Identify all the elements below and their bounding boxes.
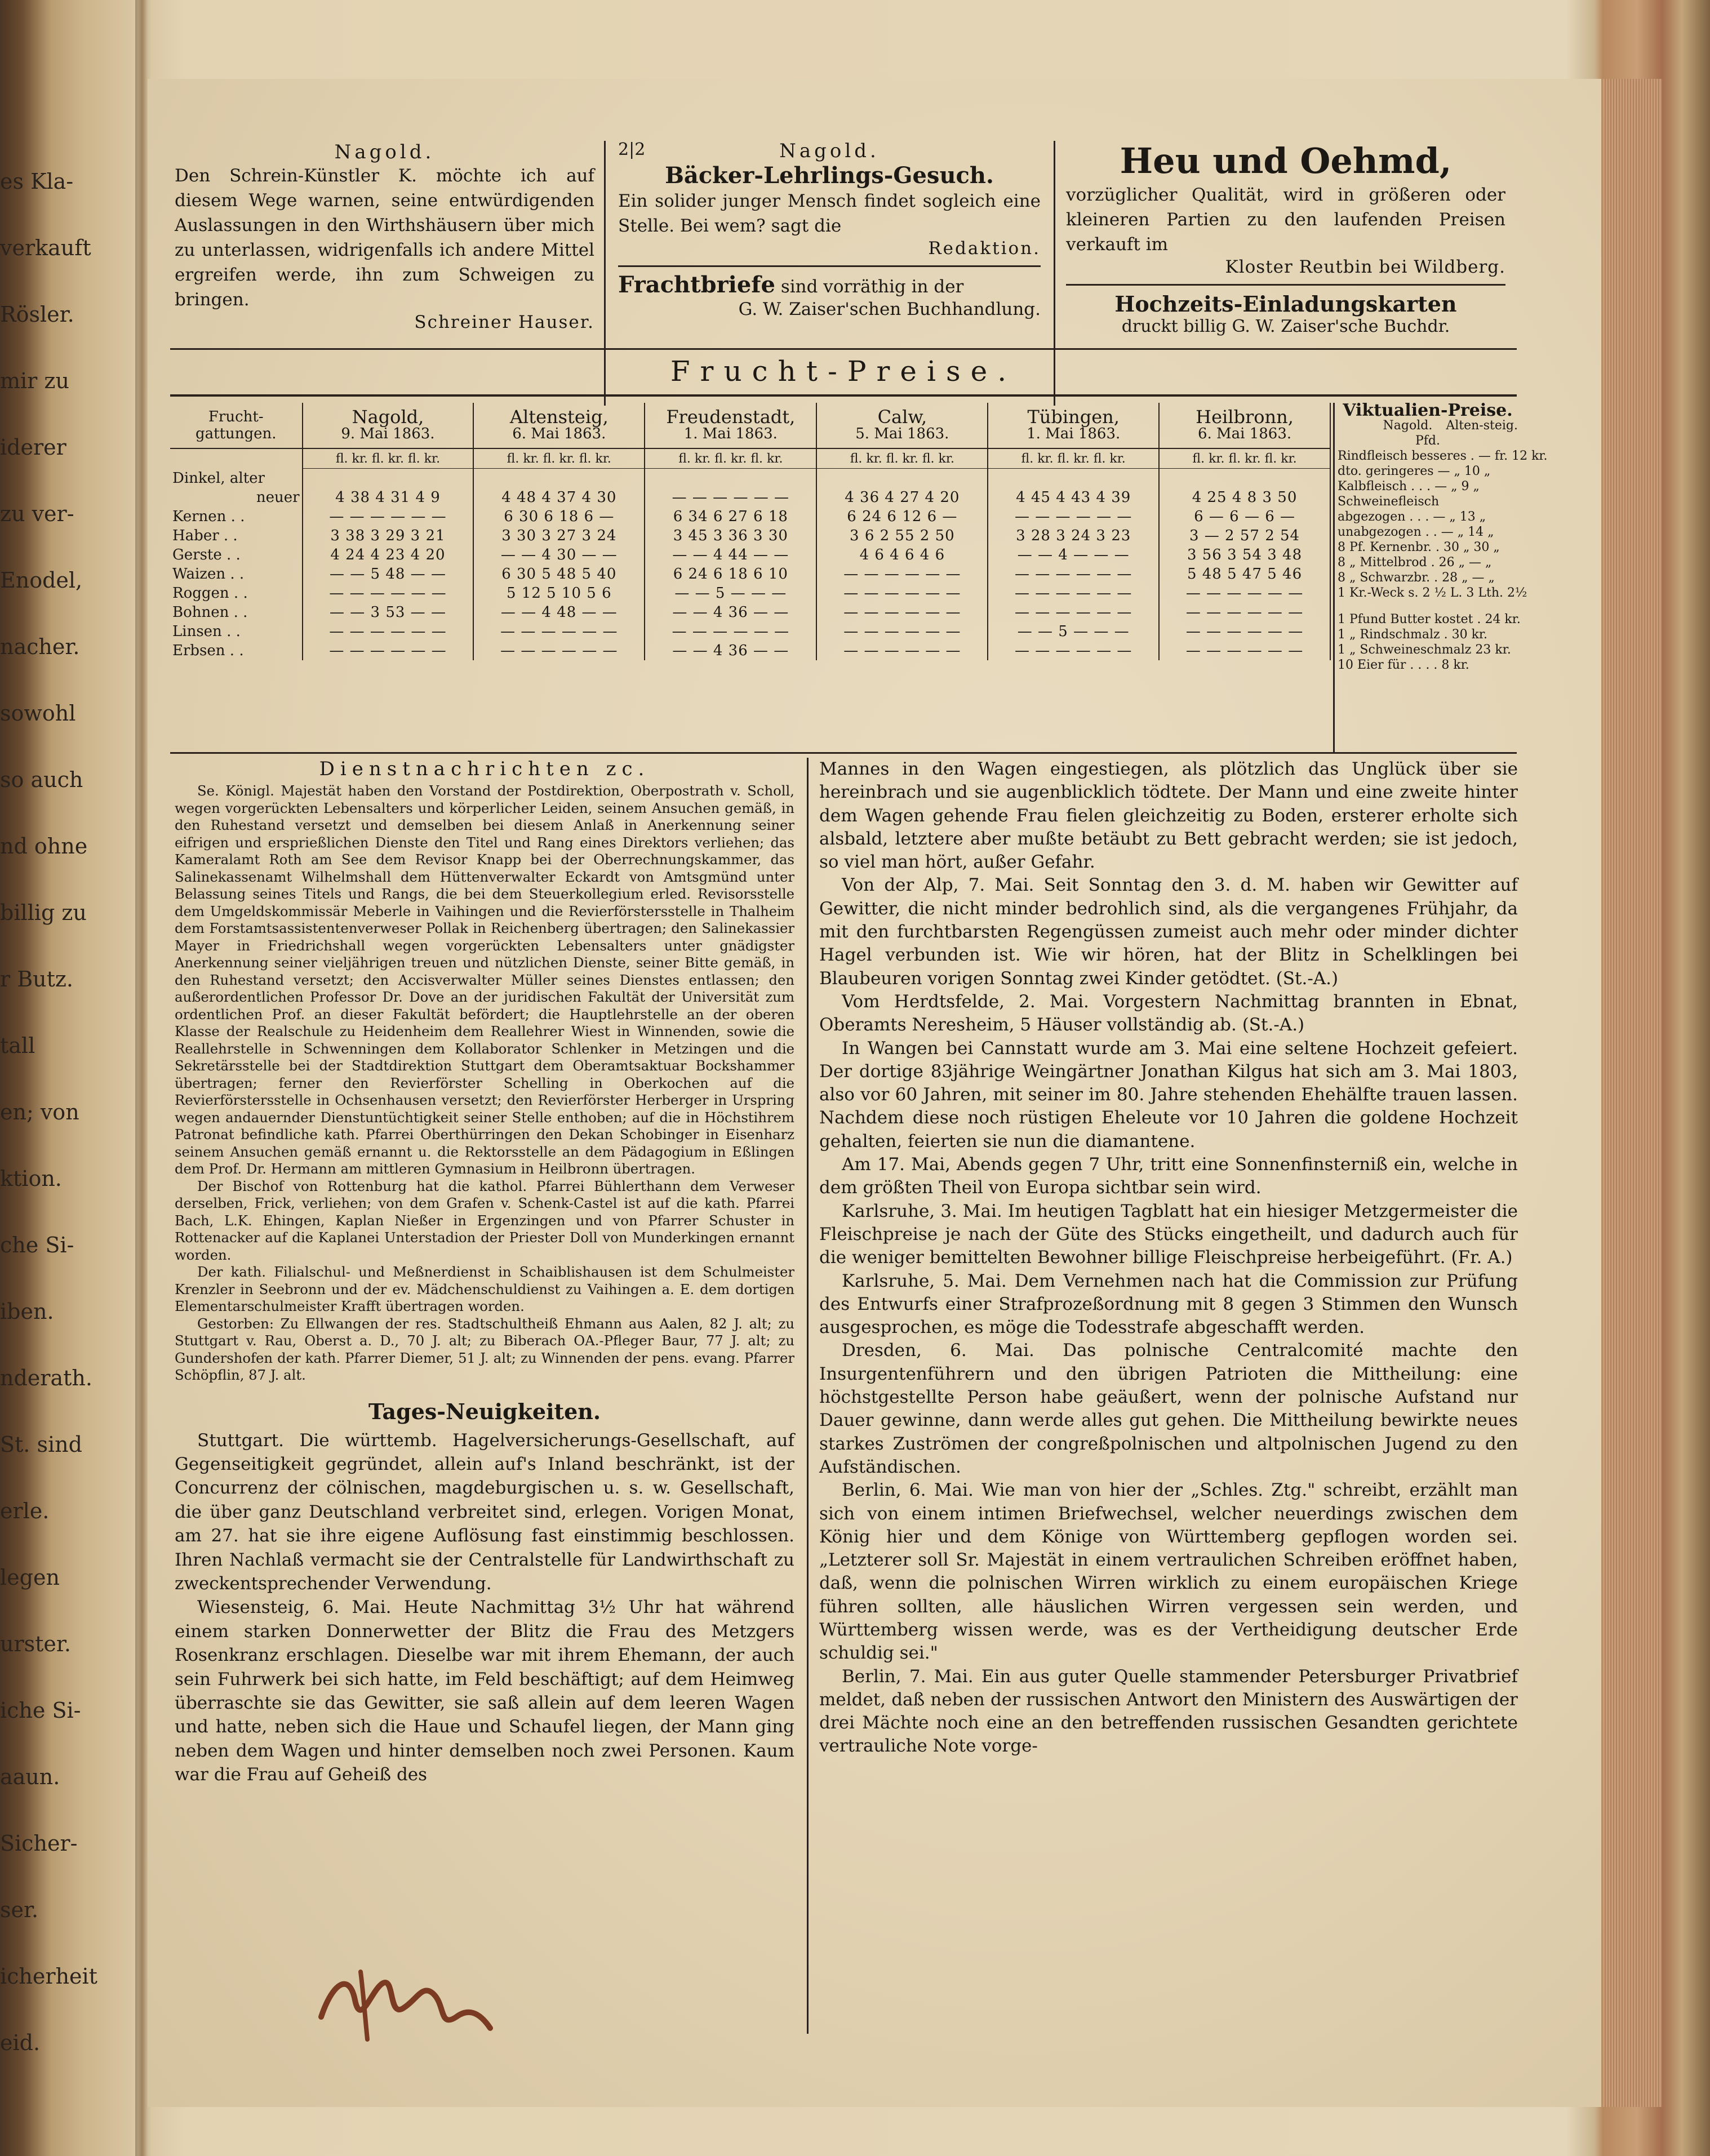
dienst-title: Dienstnachrichten zc. bbox=[319, 758, 650, 780]
left-page-fragment: es Kla- bbox=[0, 169, 74, 194]
price-cell: — — — — — — bbox=[843, 642, 961, 659]
price-cell: — — — — — — bbox=[1015, 604, 1132, 621]
market-header bbox=[988, 403, 1159, 448]
price-cell: — — 4 44 — — bbox=[672, 546, 789, 563]
left-page-fragment: iderer bbox=[0, 435, 66, 460]
price-cell: — — — — — — bbox=[1015, 508, 1132, 525]
price-cell: 4 25 4 8 3 50 bbox=[1192, 489, 1298, 506]
left-page-fragment: urster. bbox=[0, 1632, 71, 1656]
market-header bbox=[645, 403, 816, 448]
price-cell: 3 28 3 24 3 23 bbox=[1016, 527, 1131, 544]
market-name: Tübingen, bbox=[1027, 406, 1120, 428]
viktualien-head-altensteig: Alten-steig. bbox=[1446, 419, 1518, 433]
price-cell: — — — — — — bbox=[329, 642, 447, 659]
left-page-fragment: Sicher- bbox=[0, 1831, 78, 1856]
viktualien-row: Kalbfleisch . . . — „ 9 „ bbox=[1338, 479, 1480, 494]
price-cell: 3 45 3 36 3 30 bbox=[673, 527, 788, 544]
ad-baecker-title: Bäcker-Lehrlings-Gesuch. bbox=[665, 162, 994, 189]
dienst-paragraph: Der Bischof von Rottenburg hat die kathol. Pfarrei Bühlerthann dem Verweser derselben, Frick, verliehen; von dem Grafen v. Schenk-Castel ist auf die kath. Pfarrei Bach, L.K. Ehingen, Kaplan Nießer in Ergenzingen und von Pfarrer Schuster in Rottenacker auf die Kaplanei Unterstadion der Priester Doll von Munderkingen ernannt worden. bbox=[175, 1177, 794, 1263]
price-cell: 6 — 6 — 6 — bbox=[1194, 508, 1296, 525]
viktualien-unit: Pfd. bbox=[1415, 434, 1441, 448]
news-paragraph: Karlsruhe, 5. Mai. Dem Vernehmen nach hat die Commission zur Prüfung des Entwurfs einer Strafprozeßordnung mit 8 gegen 3 Stimmen den Wunsch ausgesprochen, es möge die Todesstrafe abgeschafft werden. bbox=[819, 1270, 1518, 1338]
market-date: 1. Mai 1863. bbox=[683, 425, 778, 442]
frucht-preise-table bbox=[170, 403, 1331, 660]
price-cell: 3 6 2 55 2 50 bbox=[850, 527, 955, 544]
viktualien-row: 1 Pfund Butter kostet . 24 kr. bbox=[1338, 612, 1521, 626]
ad-schreiner bbox=[175, 141, 594, 332]
price-cell: — — — — — — bbox=[843, 585, 961, 602]
price-cell: 6 24 6 12 6 — bbox=[847, 508, 958, 525]
price-row bbox=[170, 603, 1330, 622]
price-row bbox=[170, 622, 1330, 641]
market-name: Altensteig, bbox=[509, 406, 609, 428]
price-cell: 3 38 3 29 3 21 bbox=[330, 527, 446, 544]
ad-schreiner-place: Nagold. bbox=[334, 141, 435, 163]
left-page-fragment: legen bbox=[0, 1565, 60, 1590]
ad-heu-signature: Kloster Reutbin bei Wildberg. bbox=[1225, 257, 1505, 277]
price-cell: 4 45 4 43 4 39 bbox=[1016, 489, 1131, 506]
left-page-fragment: St. sind bbox=[0, 1432, 82, 1457]
price-cell: — — — — — — bbox=[329, 623, 447, 640]
price-cell: 3 30 3 27 3 24 bbox=[501, 527, 617, 544]
ad-heu-text: vorzüglicher Qualität, wird in größeren oder kleineren Partien zu den laufenden Preisen verkauft im bbox=[1066, 185, 1505, 255]
price-cell: — — — — — — bbox=[843, 566, 961, 583]
viktualien-row: 1 „ Schweineschmalz 23 kr. bbox=[1338, 643, 1511, 657]
grain-name: Gerste . . bbox=[172, 546, 241, 563]
price-cell: — — 4 30 — — bbox=[500, 546, 618, 563]
news-paragraph: Mannes in den Wagen eingestiegen, als plötzlich das Unglück über sie hereinbrach und sie augenblicklich tödtete. Der Mann und eine zweite hinter dem Wagen gehende Frau fielen gleichzeitig zu Boden, ersterer erholte sich alsbald, letztere aber mußte betäubt zu Bett gebracht werden; sie ist jedoch, so viel man hört, außer Gefahr. bbox=[819, 759, 1518, 873]
ad-heu bbox=[1066, 140, 1505, 336]
market-date: 6. Mai 1863. bbox=[512, 425, 606, 442]
viktualien-row: 8 „ Schwarzbr. . 28 „ — „ bbox=[1338, 571, 1495, 585]
ad-baecker-place: Nagold. bbox=[779, 140, 880, 162]
left-page bbox=[0, 0, 141, 2156]
grain-name: Bohnen . . bbox=[172, 604, 248, 621]
right-column bbox=[819, 758, 1518, 1758]
price-cell: 6 24 6 18 6 10 bbox=[673, 566, 788, 583]
viktualien-row: 1 „ Rindschmalz . 30 kr. bbox=[1338, 628, 1488, 642]
frucht-header-label: Frucht-gattungen. bbox=[170, 403, 303, 448]
news-paragraph: Von der Alp, 7. Mai. Seit Sonntag den 3. d. M. haben wir Gewitter auf Gewitter, die nicht minder bedrohlich sind, als die vergangenes Frühjahr, da mit den furchtbarsten Regengüssen zumeist auch mehr oder minder dichter Hagel verbunden ist. Wie wir hören, hat der Blitz in Schelklingen bei Blaubeuren vorigen Sonntag zwei Kinder getödtet. (St.-A.) bbox=[819, 875, 1518, 989]
ad-baecker-marker: 2|2 bbox=[618, 140, 646, 159]
price-cell: 6 30 5 48 5 40 bbox=[501, 566, 617, 583]
ad-divider bbox=[1066, 284, 1505, 286]
ad-baecker bbox=[618, 140, 1041, 319]
price-cell: 4 48 4 37 4 30 bbox=[501, 489, 617, 506]
price-units: fl. kr. fl. kr. fl. kr. bbox=[1192, 451, 1297, 466]
price-cell: — — 4 48 — — bbox=[500, 604, 618, 621]
left-page-fragment: en; von bbox=[0, 1100, 79, 1124]
left-page-fragment: ktion. bbox=[0, 1166, 62, 1191]
price-cell: — — — — — — bbox=[1185, 642, 1304, 659]
left-page-fragment: zu ver- bbox=[0, 501, 74, 526]
price-cell: 4 24 4 23 4 20 bbox=[330, 546, 446, 563]
left-page-fragment: ser. bbox=[0, 1897, 39, 1922]
news-paragraph: Am 17. Mai, Abends gegen 7 Uhr, tritt eine Sonnenfinsterniß ein, welche in dem größten Theil von Europa sichtbar sein wird. bbox=[819, 1154, 1518, 1198]
price-cell: — — — — — — bbox=[1185, 604, 1304, 621]
viktualien-row: Schweinefleisch bbox=[1338, 495, 1440, 509]
market-date: 9. Mai 1863. bbox=[341, 425, 435, 442]
handwritten-mark bbox=[299, 1949, 501, 2051]
ad-hochzeit-title: Hochzeits-Einladungskarten bbox=[1114, 291, 1457, 317]
grain-name: Kernen . . bbox=[172, 508, 245, 525]
price-cell: — — 4 — — — bbox=[1017, 546, 1130, 563]
price-cell: — — — — — — bbox=[1015, 642, 1132, 659]
viktualien-row: 1 Kr.-Weck s. 2 ½ L. 3 Lth. 2½ bbox=[1338, 586, 1527, 600]
market-date: 1. Mai 1863. bbox=[1027, 425, 1121, 442]
ad-schreiner-text: Den Schrein-Künstler K. möchte ich auf diesem Wege warnen, seine entwürdigenden Auslassungen in den Wirthshäusern über mich zu unterlassen, widrigenfalls ich andere Mittel ergreifen werde, ihn zum Schweigen zu bringen. bbox=[175, 166, 594, 310]
grain-name: Roggen . . bbox=[172, 585, 248, 602]
left-page-fragment: sowohl bbox=[0, 701, 76, 726]
price-cell: 6 34 6 27 6 18 bbox=[673, 508, 788, 525]
left-page-fragment: tall bbox=[0, 1033, 35, 1058]
price-units: fl. kr. fl. kr. fl. kr. bbox=[850, 451, 954, 466]
price-cell: 3 56 3 54 3 48 bbox=[1187, 546, 1303, 563]
market-header bbox=[303, 403, 474, 448]
price-units: fl. kr. fl. kr. fl. kr. bbox=[678, 451, 783, 466]
price-cell: 4 38 4 31 4 9 bbox=[335, 489, 441, 506]
ad-divider bbox=[618, 265, 1041, 267]
ad-heu-title: Heu und Oehmd, bbox=[1120, 140, 1452, 181]
newspaper-page bbox=[148, 79, 1601, 2107]
price-cell: — — — — — — bbox=[843, 604, 961, 621]
price-row bbox=[170, 545, 1330, 564]
market-date: 6. Mai 1863. bbox=[1197, 425, 1292, 442]
ad-baecker-signature: Redaktion. bbox=[928, 238, 1041, 259]
left-page-fragment: nacher. bbox=[0, 634, 80, 659]
ad-frachtbriefe-title: Frachtbriefe bbox=[618, 272, 775, 298]
left-page-fragment: icherheit bbox=[0, 1964, 97, 1989]
tages-paragraph: Wiesensteig, 6. Mai. Heute Nachmittag 3½ Uhr hat während einem starken Donnerwetter der Blitz die Frau des Metzgers Rosenkranz erschlagen. Dieselbe war mit ihrem Ehemann, der auch sein Fuhrwerk bei sich hatte, im Feld beschäftigt; auf dem Heimweg überraschte sie das Gewitter, sie saß allein auf dem leeren Wagen und hatte, neben sich die Haue und Schaufel liegen, der Mann ging neben dem Wagen und hinter demselben noch zwei Personen. Kaum war die Frau auf Geheiß des bbox=[175, 1597, 794, 1785]
viktualien-row bbox=[1338, 601, 1518, 612]
market-header bbox=[473, 403, 645, 448]
grain-name: Waizen . . bbox=[172, 566, 245, 583]
market-name: Nagold, bbox=[352, 406, 424, 428]
left-page-fragment: so auch bbox=[0, 767, 83, 792]
price-cell: — — — — — — bbox=[500, 642, 618, 659]
market-name: Freudenstadt, bbox=[666, 406, 796, 428]
left-page-fragment: nd ohne bbox=[0, 834, 88, 859]
left-page-fragment: iben. bbox=[0, 1299, 54, 1324]
grain-name: Dinkel, alter bbox=[172, 469, 265, 487]
left-page-fragment: aaun. bbox=[0, 1764, 60, 1789]
grain-name: Linsen . . bbox=[172, 623, 241, 640]
price-cell: — — 5 48 — — bbox=[330, 566, 446, 583]
price-row bbox=[170, 564, 1330, 584]
column-rule bbox=[807, 758, 809, 2034]
grain-name: Haber . . bbox=[172, 527, 238, 544]
price-cell: — — — — — — bbox=[1015, 566, 1132, 583]
price-units: fl. kr. fl. kr. fl. kr. bbox=[335, 451, 441, 466]
price-row bbox=[170, 526, 1330, 545]
ad-hochzeit-text: druckt billig G. W. Zaiser'sche Buchdr. bbox=[1121, 317, 1450, 336]
news-paragraph: Berlin, 6. Mai. Wie man von hier der „Schles. Ztg." schreibt, erzählt man sich von einem intimen Briefwechsel, welcher neuerdings zwischen dem König hier und dem Könige von Württemberg gepflogen worden sei. „Letzterer soll Sr. Majestät in einem vertraulichen Schreiben eröffnet haben, daß, wenn die polnischen Wirren wirklich zu einem europäischen Kriege führen sollten, alle häuslichen Wirren vergessen sein werden, und Württemberg wissen werde, was es der Vertheidigung deutscher Erde schuldig sei." bbox=[819, 1480, 1518, 1664]
price-units: fl. kr. fl. kr. fl. kr. bbox=[507, 451, 611, 466]
price-cell: — — 4 36 — — bbox=[672, 604, 789, 621]
news-paragraph: Vom Herdtsfelde, 2. Mai. Vorgestern Nachmittag brannten in Ebnat, Oberamts Neresheim, 5 Häuser vollständig ab. (St.-A.) bbox=[819, 991, 1518, 1035]
price-row bbox=[170, 488, 1330, 507]
price-cell: — — — — — — bbox=[1185, 585, 1304, 602]
ad-frachtbriefe-text: sind vorräthig in der bbox=[780, 277, 964, 297]
price-row bbox=[170, 507, 1330, 526]
price-row bbox=[170, 584, 1330, 603]
price-cell: — — — — — — bbox=[329, 508, 447, 525]
price-cell: — — — — — — bbox=[329, 585, 447, 602]
left-page-fragment: mir zu bbox=[0, 368, 69, 393]
left-page-fragment: eid. bbox=[0, 2030, 41, 2055]
price-cell: — — 5 — — — bbox=[1017, 623, 1130, 640]
grain-name: neuer bbox=[256, 489, 300, 506]
market-name: Calw, bbox=[877, 406, 927, 428]
price-cell: 3 — 2 57 2 54 bbox=[1189, 527, 1300, 544]
price-cell: — — — — — — bbox=[672, 623, 789, 640]
left-page-fragment: nderath. bbox=[0, 1366, 92, 1390]
price-cell: 5 12 5 10 5 6 bbox=[506, 585, 612, 602]
column-rule bbox=[1333, 403, 1335, 752]
viktualien-row: 8 Pf. Kernenbr. . 30 „ 30 „ bbox=[1338, 540, 1500, 554]
market-header bbox=[1159, 403, 1330, 448]
price-cell: — — 3 53 — — bbox=[330, 604, 446, 621]
price-row bbox=[170, 641, 1330, 660]
price-cell: — — — — — — bbox=[672, 489, 789, 506]
viktualien-row: dto. geringeres — „ 10 „ bbox=[1338, 464, 1491, 478]
news-paragraph: Berlin, 7. Mai. Ein aus guter Quelle stammender Petersburger Privatbrief meldet, daß neben der russischen Antwort den Ministern des Auswärtigen der drei Mächte noch eine an den betreffenden russischen Gesandten gerichtete vertrauliche Note vorge- bbox=[819, 1666, 1518, 1757]
grain-name: Erbsen . . bbox=[172, 642, 244, 659]
left-page-fragment: iche Si- bbox=[0, 1698, 81, 1723]
price-cell: 4 6 4 6 4 6 bbox=[859, 546, 945, 563]
news-paragraph: In Wangen bei Cannstatt wurde am 3. Mai eine seltene Hochzeit gefeiert. Der dortige 83jährige Weingärtner Jonathan Kilgus hat sich am 3. Mai 1803, also vor 60 Jahren, mit seiner im 80. Jahre stehenden Ehehälfte trauen lassen. Nachdem diese noch rüstigen Eheleute vor 10 Jahren die goldene Hochzeit gehalten, feierten sie nun die diamantene. bbox=[819, 1038, 1518, 1152]
dienst-paragraph: Se. Königl. Majestät haben den Vorstand der Postdirektion, Oberpostrath v. Scholl, wegen vorgerückten Lebensalters und körperlicher Leiden, seinem Ansuchen gemäß, in den Ruhestand versetzt und demselben bei diesem Anlaß in Anerkennung seiner eifrigen und ersprießlichen Dienste den Titel und Rang eines Direktors verliehen; das Kameralamt Roth am See dem Revisor Knapp bei der Oberrechnungskammer, das Salinekassenamt Wilhelmshall dem Hüttenverwalter Eckardt von Amtsgmünd unter Belassung seines Titels und Rangs, die bei dem Steuerkollegium erled. Revisorsstelle dem Umgeldskommissär Meberle in Vaihingen und die Revierförstersstelle in Thalheim dem Forstamtsassistentenverweser Pollak in Reichenberg übertragen; den Salinekassier Mayer in Friedrichshall wegen vorgerückten Lebensalters unter gnädigster Anerkennung seiner vieljährigen treuen und nützlichen Dienste, seiner Bitte gemäß, in den Ruhestand versetzt; den Accisverwalter Müller seines Dienstes entlassen; den außerordentlichen Professor Dr. Dove an der juridischen Fakultät der Universität zum ordentlichen Prof. an dieser Fakultät befördert; die Hauptlehrstelle an der oberen Klasse der Realschule zu Heidenheim dem Reallehrer Wiest in Winnenden, sowie die Reallehrstelle in Schwenningen dem Kollaborator Schlenker in Metzingen und die Sekretärsstelle bei der Stadtdirektion Stuttgart dem Oberamtsaktuar Bockshammer übertragen; ferner den Revierförster Schelling in Oberkochen auf die Revierförstersstelle in Ochsenhausen versetzt; den Revierförster Herberger in Urspring wegen andauernder Dienstuntüchtigkeit seiner Stelle enthoben; auf die in Höchstihrem Patronat befindliche kath. Pfarrei Oberthürringen den Dekan Schobinger in Eisenharz seinem Ansuchen gemäß ernannt u. die Rektorsstelle an dem Pädagogium in Eßlingen dem Prof. Dr. Hermann am mittleren Gymnasium in Heilbronn übertragen. bbox=[175, 783, 794, 1177]
frucht-preise-title: Frucht-Preise. bbox=[670, 355, 1017, 388]
left-page-fragment: r Butz. bbox=[0, 967, 74, 992]
section-rule bbox=[170, 348, 1517, 350]
left-page-fragment: che Si- bbox=[0, 1233, 74, 1257]
viktualien-row: 10 Eier für . . . . 8 kr. bbox=[1338, 658, 1469, 672]
price-cell: 4 36 4 27 4 20 bbox=[845, 489, 960, 506]
price-cell: — — 4 36 — — bbox=[672, 642, 789, 659]
ad-schreiner-signature: Schreiner Hauser. bbox=[414, 312, 594, 332]
price-units: fl. kr. fl. kr. fl. kr. bbox=[1021, 451, 1126, 466]
viktualien-row: Rindfleisch besseres . — fr. 12 kr. bbox=[1338, 449, 1548, 463]
dienst-paragraph: Gestorben: Zu Ellwangen der res. Stadtschultheiß Ehmann aus Aalen, 82 J. alt; zu Stuttgart v. Rau, Oberst a. D., 70 J. alt; zu Biberach OA.-Pfleger Baur, 77 J. alt; zu Gundershofen der kath. Pfarrer Diemer, 51 J. alt; zu Winnenden der pens. evang. Pfarrer Schöpflin, 87 J. alt. bbox=[175, 1315, 794, 1383]
viktualien-title: Viktualien-Preise. bbox=[1343, 401, 1513, 420]
price-row bbox=[170, 469, 1330, 488]
price-cell: — — — — — — bbox=[843, 623, 961, 640]
left-column bbox=[175, 758, 794, 1787]
price-cell: — — — — — — bbox=[500, 623, 618, 640]
page-edges bbox=[1603, 79, 1662, 2107]
tages-title: Tages-Neuigkeiten. bbox=[368, 1398, 601, 1424]
section-rule bbox=[170, 394, 1517, 397]
dienst-paragraph: Der kath. Filialschul- und Meßnerdienst in Schaiblishausen ist dem Schulmeister Krenzler in Seebronn und der ev. Mädchenschuldienst zu Vaihingen a. E. dem dortigen Elementarschulmeister Krafft übertragen worden. bbox=[175, 1264, 794, 1314]
left-page-fragment: verkauft bbox=[0, 235, 91, 260]
price-cell: — — — — — — bbox=[1015, 585, 1132, 602]
tages-paragraph: Stuttgart. Die württemb. Hagelversicherungs-Gesellschaft, auf Gegenseitigkeit gegründet, allein auf's Inland beschränkt, ist der Concurrenz der cölnischen, magdeburgischen u. s. w. Gesellschaft, die über ganz Deutschland verbreitet sind, erlegen. Vorigen Monat, am 27. hat sie ihre eigene Auflösung fast einstimmig beschlossen. Ihren Nachlaß vermacht sie der Centralstelle für Landwirthschaft zu zweckentsprechender Verwendung. bbox=[175, 1430, 794, 1594]
news-paragraph: Dresden, 6. Mai. Das polnische Centralcomité machte den Insurgentenführern und den übrigen Patrioten die Mittheilung: eine höchstgestellte Person habe geäußert, wenn der polnische Aufstand nur Dauer gewinne, dann werde alles gut gehen. Die Mittheilung bewirkte neues starkes Zuströmen der congreßpolnischen und altpolnischen Jugend zu den Aufständischen. bbox=[819, 1340, 1518, 1477]
market-date: 5. Mai 1863. bbox=[855, 425, 949, 442]
left-page-fragment: billig zu bbox=[0, 900, 87, 925]
price-cell: — — — — — — bbox=[1185, 623, 1304, 640]
viktualien-row: 8 „ Mittelbrod . 26 „ — „ bbox=[1338, 555, 1492, 570]
price-cell: — — 5 — — — bbox=[674, 585, 787, 602]
viktualien-head-nagold: Nagold. bbox=[1383, 419, 1433, 433]
viktualien-row: unabgezogen . . — „ 14 „ bbox=[1338, 525, 1494, 539]
news-paragraph: Karlsruhe, 3. Mai. Im heutigen Tagblatt hat ein hiesiger Metzgermeister die Fleischpreise je nach der Güte des Stücks eingetheilt, und dadurch auch für die weniger bemittelten Bewohner billige Fleischpreise herbeigeführt. (Fr. A.) bbox=[819, 1201, 1518, 1268]
market-header bbox=[816, 403, 988, 448]
viktualien-preise bbox=[1338, 401, 1548, 673]
viktualien-row: abgezogen . . . — „ 13 „ bbox=[1338, 510, 1486, 524]
price-cell: 6 30 6 18 6 — bbox=[504, 508, 615, 525]
left-page-fragment: Enodel, bbox=[0, 568, 83, 593]
left-page-fragment: Rösler. bbox=[0, 302, 74, 327]
price-cell: 5 48 5 47 5 46 bbox=[1187, 566, 1303, 583]
left-page-fragment: erle. bbox=[0, 1499, 50, 1523]
section-rule bbox=[170, 752, 1517, 754]
ad-frachtbriefe-signature: G. W. Zaiser'schen Buchhandlung. bbox=[738, 299, 1041, 319]
market-name: Heilbronn, bbox=[1196, 406, 1294, 428]
ad-baecker-text: Ein solider junger Mensch findet sogleich eine Stelle. Bei wem? sagt die bbox=[618, 191, 1041, 236]
